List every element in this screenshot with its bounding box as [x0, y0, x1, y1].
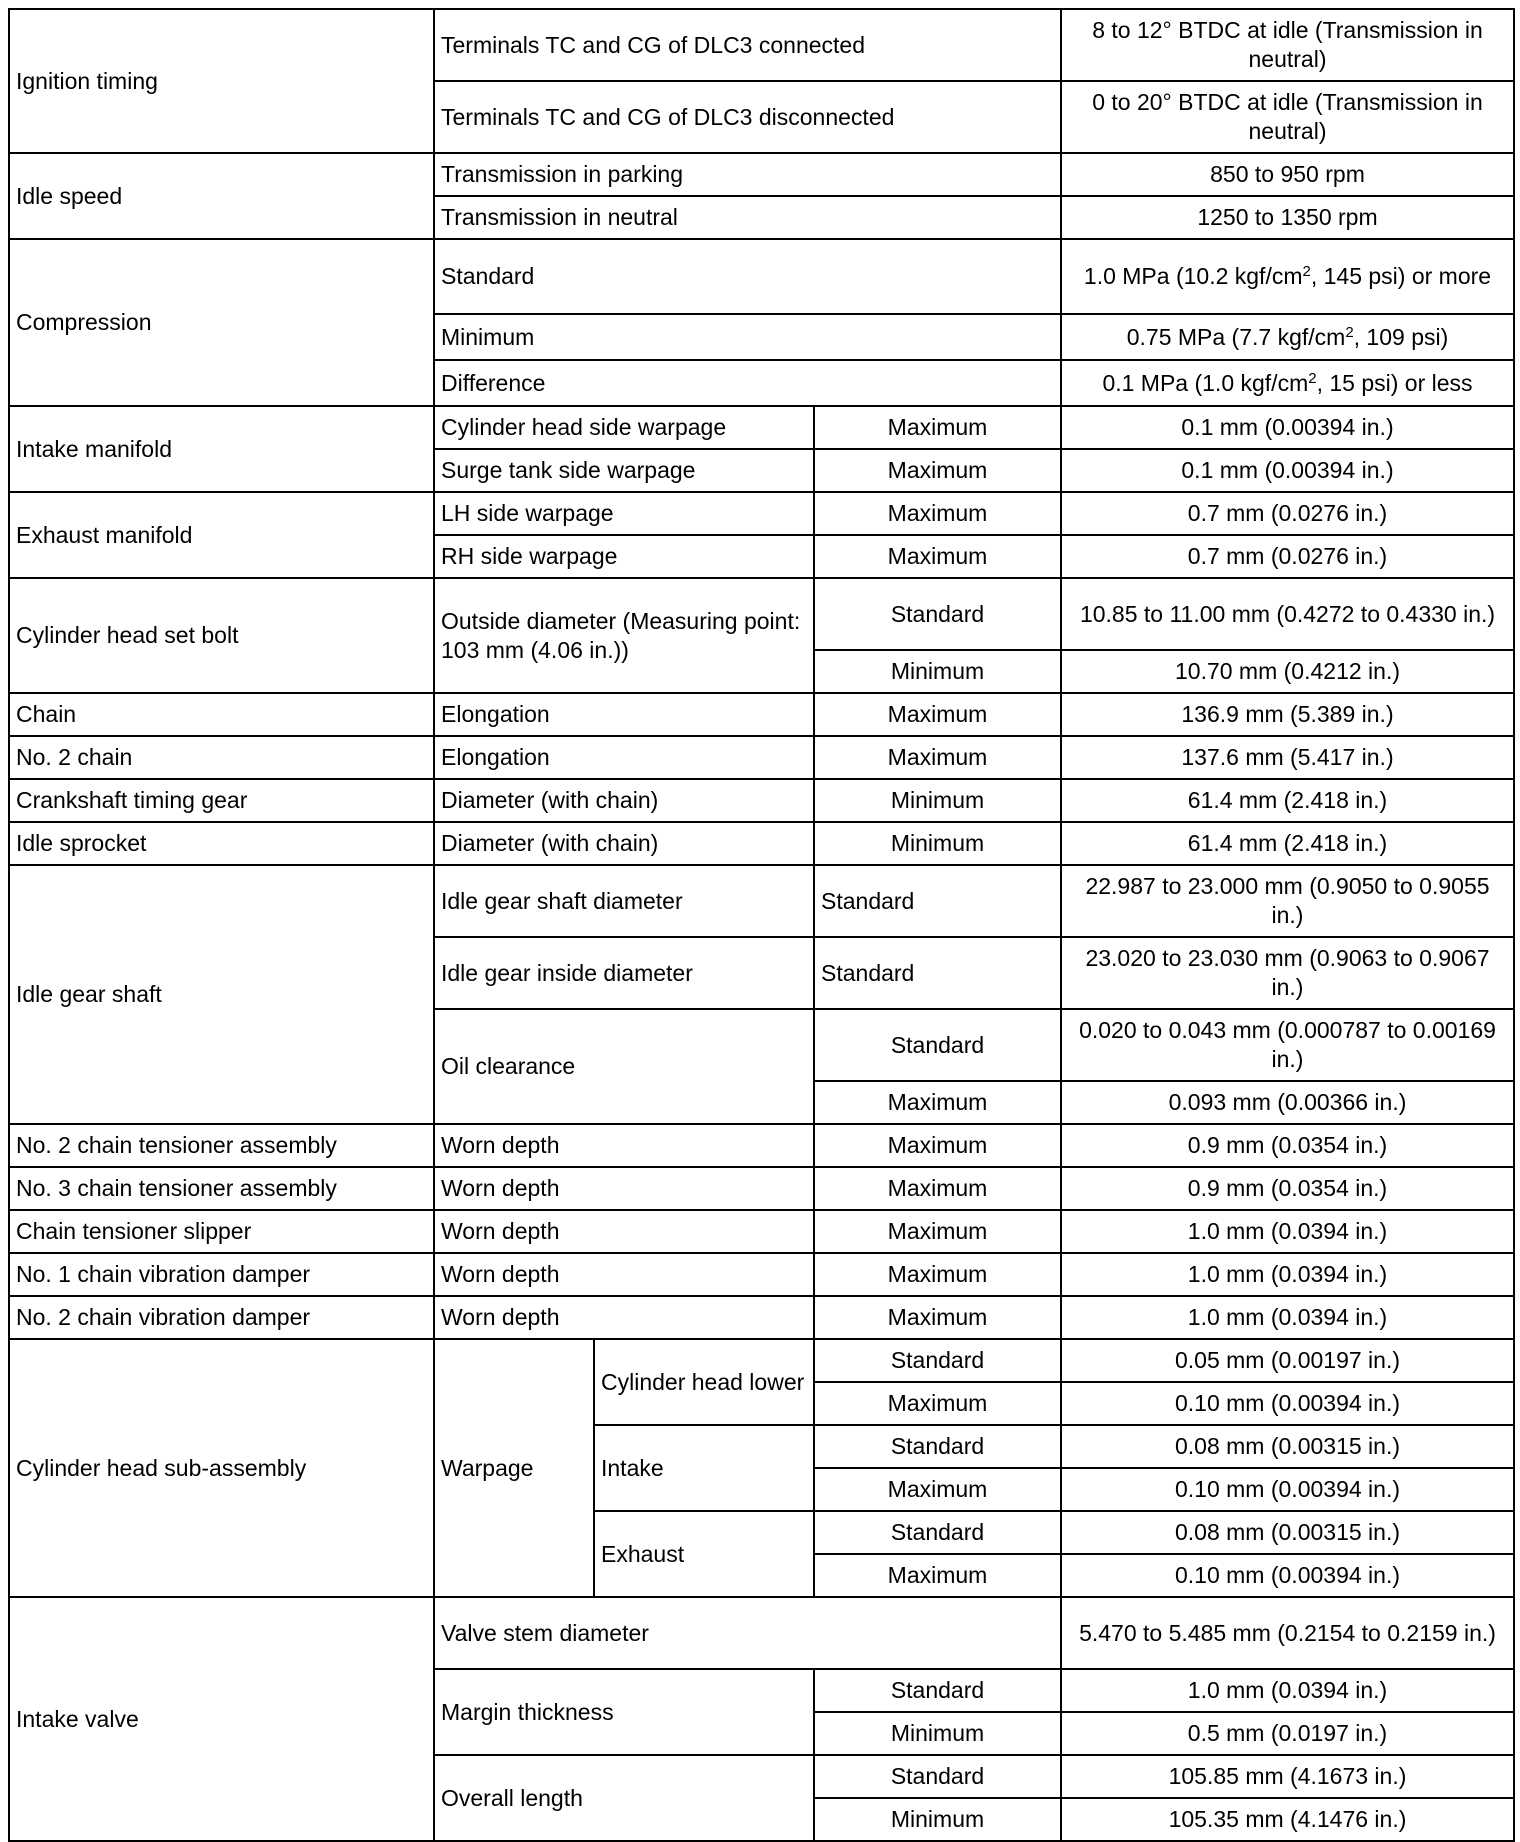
cell-text: Idle gear inside diameter — [441, 959, 693, 986]
table-cell — [1061, 650, 1514, 693]
cell-text: 0.7 mm (0.0276 in.) — [1187, 543, 1388, 570]
table-cell — [814, 1009, 1061, 1081]
cell-text: 0.5 mm (0.0197 in.) — [1187, 1720, 1388, 1747]
cell-text: Cylinder head side warpage — [441, 414, 727, 441]
table-cell — [1061, 239, 1514, 314]
cell-text: Outside diameter (Measuring point: 103 mm (4.06 in.)) — [441, 607, 801, 663]
table-cell — [9, 1296, 434, 1339]
table-cell — [9, 1253, 434, 1296]
cell-text: Standard — [890, 1433, 985, 1460]
cell-text: 5.470 to 5.485 mm (0.2154 to 0.2159 in.) — [1079, 1619, 1496, 1646]
table-cell — [434, 1253, 814, 1296]
cell-text: Elongation — [441, 701, 550, 728]
table-cell — [1061, 578, 1514, 650]
table-cell — [1061, 1081, 1514, 1124]
table-cell — [434, 1597, 1061, 1669]
cell-text: Elongation — [441, 744, 550, 771]
cell-text: Difference — [441, 369, 546, 396]
cell-text: 0.9 mm (0.0354 in.) — [1187, 1132, 1388, 1159]
table-cell — [814, 1468, 1061, 1511]
table-cell — [434, 1669, 814, 1755]
cell-text: Compression — [16, 309, 152, 336]
table-cell — [814, 1296, 1061, 1339]
table-cell — [434, 1124, 814, 1167]
table-cell — [1061, 1425, 1514, 1468]
table-row — [9, 1339, 1514, 1382]
table-row — [9, 492, 1514, 535]
cell-text: Standard — [890, 1031, 985, 1058]
cell-text: Maximum — [887, 1132, 988, 1159]
cell-text: 1.0 mm (0.0394 in.) — [1187, 1261, 1388, 1288]
cell-text: Cylinder head lower — [601, 1368, 805, 1395]
cell-text: Intake valve — [16, 1705, 139, 1732]
cell-text: Minimum — [890, 830, 985, 857]
table-cell — [1061, 1296, 1514, 1339]
cell-text: Surge tank side warpage — [441, 457, 696, 484]
cell-text: 1.0 MPa (10.2 kgf/cm — [1083, 263, 1303, 290]
cell-text: Margin thickness — [441, 1698, 614, 1725]
cell-text: Maximum — [887, 1218, 988, 1245]
table-cell — [9, 822, 434, 865]
cell-text: No. 2 chain vibration damper — [16, 1304, 311, 1331]
table-cell — [434, 736, 814, 779]
spec-table — [8, 8, 1515, 1842]
table-cell — [814, 1798, 1061, 1841]
cell-text: Minimum — [890, 787, 985, 814]
table-cell — [814, 1124, 1061, 1167]
cell-text-suffix: , 145 psi) or more — [1310, 263, 1492, 290]
cell-text: No. 2 chain tensioner assembly — [16, 1132, 337, 1159]
table-cell — [1061, 1755, 1514, 1798]
table-cell — [814, 535, 1061, 578]
table-cell — [434, 779, 814, 822]
cell-text: Worn depth — [441, 1218, 560, 1245]
cell-text: Standard — [890, 1347, 985, 1374]
cell-text: Exhaust manifold — [16, 521, 193, 548]
cell-text: Maximum — [887, 1390, 988, 1417]
table-cell — [1061, 1124, 1514, 1167]
cell-text: Terminals TC and CG of DLC3 connected — [441, 31, 865, 58]
cell-text: 0.10 mm (0.00394 in.) — [1174, 1476, 1400, 1503]
table-cell — [9, 239, 434, 406]
cell-text: 1.0 mm (0.0394 in.) — [1187, 1677, 1388, 1704]
cell-text: 0.75 MPa (7.7 kgf/cm — [1126, 323, 1346, 350]
table-cell — [1061, 153, 1514, 196]
table-row — [9, 239, 1514, 314]
cell-text: Valve stem diameter — [441, 1619, 649, 1646]
cell-text: Diameter (with chain) — [441, 787, 659, 814]
cell-text: 1.0 mm (0.0394 in.) — [1187, 1218, 1388, 1245]
table-cell — [1061, 1210, 1514, 1253]
table-cell — [9, 492, 434, 578]
cell-text: Maximum — [887, 1175, 988, 1202]
table-cell — [814, 865, 1061, 937]
table-cell — [9, 406, 434, 492]
table-cell — [1061, 1511, 1514, 1554]
table-row — [9, 822, 1514, 865]
cell-text: 0.1 MPa (1.0 kgf/cm — [1102, 369, 1309, 396]
table-row — [9, 1296, 1514, 1339]
cell-text: Oil clearance — [441, 1053, 576, 1080]
table-cell — [1061, 1339, 1514, 1382]
cell-text: 850 to 950 rpm — [1210, 161, 1365, 188]
table-row — [9, 9, 1514, 81]
table-cell — [434, 1210, 814, 1253]
cell-text: Standard — [890, 600, 985, 627]
table-cell — [814, 1554, 1061, 1597]
table-cell — [434, 937, 814, 1009]
cell-text: 137.6 mm (5.417 in.) — [1181, 744, 1394, 771]
table-cell — [814, 1081, 1061, 1124]
table-cell — [434, 196, 1061, 239]
table-cell — [1061, 937, 1514, 1009]
table-cell — [1061, 1798, 1514, 1841]
cell-text: Intake — [601, 1454, 664, 1481]
table-row — [9, 865, 1514, 937]
table-cell — [434, 1755, 814, 1841]
table-cell — [1061, 360, 1514, 406]
table-cell — [814, 449, 1061, 492]
cell-text: 61.4 mm (2.418 in.) — [1187, 787, 1388, 814]
cell-text: 0.05 mm (0.00197 in.) — [1174, 1347, 1400, 1374]
cell-text: Maximum — [887, 1562, 988, 1589]
table-cell — [434, 822, 814, 865]
cell-text: Worn depth — [441, 1175, 560, 1202]
table-cell — [9, 865, 434, 1124]
cell-text: Exhaust — [601, 1540, 685, 1567]
cell-text: Minimum — [890, 1806, 985, 1833]
table-cell — [814, 1669, 1061, 1712]
table-cell — [1061, 81, 1514, 153]
table-cell — [9, 9, 434, 153]
table-cell — [434, 449, 814, 492]
table-row — [9, 1210, 1514, 1253]
cell-text-suffix: , 15 psi) or less — [1316, 369, 1473, 396]
table-cell — [434, 1296, 814, 1339]
cell-text: Ignition timing — [16, 67, 158, 94]
cell-text: 61.4 mm (2.418 in.) — [1187, 830, 1388, 857]
cell-superscript: 2 — [1345, 323, 1354, 341]
cell-text: Cylinder head sub-assembly — [16, 1454, 307, 1481]
table-row — [9, 1167, 1514, 1210]
cell-text: No. 2 chain — [16, 744, 133, 771]
cell-text: 136.9 mm (5.389 in.) — [1181, 701, 1394, 728]
table-cell — [9, 153, 434, 239]
table-cell — [814, 822, 1061, 865]
table-cell — [9, 1124, 434, 1167]
cell-text: No. 1 chain vibration damper — [16, 1261, 311, 1288]
table-cell — [1061, 1597, 1514, 1669]
table-cell — [434, 153, 1061, 196]
cell-text: Overall length — [441, 1784, 583, 1811]
cell-text: Maximum — [887, 414, 988, 441]
cell-text: No. 3 chain tensioner assembly — [16, 1175, 337, 1202]
cell-text: Idle gear shaft diameter — [441, 887, 683, 914]
table-cell — [434, 406, 814, 449]
table-cell — [814, 1425, 1061, 1468]
table-cell — [434, 9, 1061, 81]
table-cell — [434, 865, 814, 937]
cell-text: Standard — [890, 1763, 985, 1790]
cell-text: 0.1 mm (0.00394 in.) — [1181, 457, 1394, 484]
table-row — [9, 1597, 1514, 1669]
table-cell — [814, 1210, 1061, 1253]
table-cell — [814, 1253, 1061, 1296]
table-cell — [1061, 779, 1514, 822]
cell-text: LH side warpage — [441, 500, 614, 527]
cell-text: Idle speed — [16, 182, 123, 209]
table-cell — [434, 81, 1061, 153]
cell-text: 0 to 20° BTDC at idle (Transmission in neutral) — [1092, 89, 1483, 144]
table-row — [9, 578, 1514, 650]
table-cell — [594, 1339, 814, 1425]
cell-text: Transmission in neutral — [441, 204, 678, 231]
table-cell — [1061, 196, 1514, 239]
table-cell — [814, 1755, 1061, 1798]
table-cell — [1061, 449, 1514, 492]
table-cell — [9, 1597, 434, 1841]
cell-text: 0.08 mm (0.00315 in.) — [1174, 1519, 1400, 1546]
cell-text: RH side warpage — [441, 543, 618, 570]
table-cell — [1061, 1669, 1514, 1712]
table-cell — [434, 239, 1061, 314]
cell-text: Maximum — [887, 543, 988, 570]
table-cell — [1061, 1009, 1514, 1081]
cell-text: 0.1 mm (0.00394 in.) — [1181, 414, 1394, 441]
table-cell — [1061, 406, 1514, 449]
table-cell — [814, 1712, 1061, 1755]
cell-text: Maximum — [887, 701, 988, 728]
cell-text: Maximum — [887, 1476, 988, 1503]
table-cell — [1061, 1554, 1514, 1597]
cell-text: Chain tensioner slipper — [16, 1218, 252, 1245]
cell-text: Maximum — [887, 744, 988, 771]
cell-text: 22.987 to 23.000 mm (0.9050 to 0.9055 in.) — [1085, 873, 1490, 928]
cell-text: Maximum — [887, 1304, 988, 1331]
table-cell — [814, 650, 1061, 693]
table-cell — [814, 578, 1061, 650]
table-cell — [1061, 1468, 1514, 1511]
cell-text: 8 to 12° BTDC at idle (Transmission in neutral) — [1092, 17, 1483, 72]
cell-text: Standard — [890, 1677, 985, 1704]
cell-text: 10.85 to 11.00 mm (0.4272 to 0.4330 in.) — [1079, 600, 1496, 627]
table-cell — [434, 1167, 814, 1210]
table-cell — [434, 314, 1061, 360]
cell-text: Standard — [890, 1519, 985, 1546]
cell-text: Maximum — [887, 457, 988, 484]
cell-superscript: 2 — [1308, 369, 1317, 387]
cell-text: Minimum — [890, 1720, 985, 1747]
table-cell — [814, 492, 1061, 535]
table-cell — [814, 937, 1061, 1009]
spec-table-body — [9, 9, 1514, 1841]
cell-text: Maximum — [887, 1261, 988, 1288]
table-cell — [1061, 535, 1514, 578]
table-cell — [594, 1425, 814, 1511]
cell-text: 0.9 mm (0.0354 in.) — [1187, 1175, 1388, 1202]
table-cell — [434, 360, 1061, 406]
table-cell — [9, 1210, 434, 1253]
table-cell — [434, 1339, 594, 1597]
cell-text: 105.85 mm (4.1673 in.) — [1168, 1763, 1407, 1790]
cell-text: 23.020 to 23.030 mm (0.9063 to 0.9067 in.) — [1085, 945, 1490, 1000]
table-cell — [814, 1511, 1061, 1554]
cell-text: Cylinder head set bolt — [16, 622, 239, 649]
table-row — [9, 406, 1514, 449]
cell-text: 105.35 mm (4.1476 in.) — [1168, 1806, 1407, 1833]
table-row — [9, 1124, 1514, 1167]
table-cell — [434, 693, 814, 736]
table-cell — [1061, 1167, 1514, 1210]
cell-text: 10.70 mm (0.4212 in.) — [1174, 658, 1400, 685]
table-cell — [814, 779, 1061, 822]
table-cell — [814, 1339, 1061, 1382]
table-cell — [814, 1382, 1061, 1425]
table-cell — [9, 693, 434, 736]
cell-text: Chain — [16, 701, 77, 728]
table-cell — [434, 578, 814, 693]
table-cell — [814, 1167, 1061, 1210]
table-cell — [594, 1511, 814, 1597]
table-cell — [1061, 1712, 1514, 1755]
cell-text: Idle gear shaft — [16, 981, 162, 1008]
table-cell — [1061, 492, 1514, 535]
table-row — [9, 736, 1514, 779]
cell-text-suffix: , 109 psi) — [1353, 323, 1449, 350]
cell-text: 0.10 mm (0.00394 in.) — [1174, 1562, 1400, 1589]
cell-text: Transmission in parking — [441, 161, 684, 188]
cell-text: 0.10 mm (0.00394 in.) — [1174, 1390, 1400, 1417]
cell-text: Minimum — [890, 658, 985, 685]
table-cell — [434, 535, 814, 578]
cell-text: 1.0 mm (0.0394 in.) — [1187, 1304, 1388, 1331]
table-row — [9, 1253, 1514, 1296]
cell-text: Worn depth — [441, 1261, 560, 1288]
cell-text: Diameter (with chain) — [441, 830, 659, 857]
cell-text: 0.093 mm (0.00366 in.) — [1168, 1089, 1407, 1116]
cell-text: Warpage — [441, 1454, 534, 1481]
cell-text: Standard — [821, 887, 915, 914]
table-cell — [434, 1009, 814, 1124]
table-cell — [434, 492, 814, 535]
table-cell — [1061, 314, 1514, 360]
table-row — [9, 779, 1514, 822]
cell-text: Standard — [441, 263, 535, 290]
cell-text: 0.7 mm (0.0276 in.) — [1187, 500, 1388, 527]
table-row — [9, 693, 1514, 736]
table-cell — [9, 1167, 434, 1210]
table-cell — [814, 406, 1061, 449]
cell-text: Maximum — [887, 1089, 988, 1116]
table-cell — [1061, 1253, 1514, 1296]
cell-superscript: 2 — [1302, 263, 1311, 281]
table-cell — [9, 1339, 434, 1597]
cell-text: 1250 to 1350 rpm — [1197, 204, 1378, 231]
cell-text: Worn depth — [441, 1132, 560, 1159]
table-cell — [1061, 865, 1514, 937]
cell-text: Idle sprocket — [16, 830, 147, 857]
table-cell — [9, 779, 434, 822]
table-cell — [1061, 822, 1514, 865]
table-cell — [1061, 9, 1514, 81]
table-cell — [814, 736, 1061, 779]
cell-text: Terminals TC and CG of DLC3 disconnected — [441, 103, 895, 130]
table-cell — [814, 693, 1061, 736]
cell-text: Maximum — [887, 500, 988, 527]
cell-text: Crankshaft timing gear — [16, 787, 248, 814]
table-cell — [9, 578, 434, 693]
table-row — [9, 153, 1514, 196]
table-cell — [1061, 693, 1514, 736]
cell-text: 0.020 to 0.043 mm (0.000787 to 0.00169 in.) — [1079, 1017, 1496, 1072]
cell-text: Standard — [821, 959, 915, 986]
cell-text: 0.08 mm (0.00315 in.) — [1174, 1433, 1400, 1460]
cell-text: Minimum — [441, 323, 535, 350]
table-cell — [1061, 736, 1514, 779]
cell-text: Intake manifold — [16, 435, 172, 462]
table-cell — [9, 736, 434, 779]
cell-text: Worn depth — [441, 1304, 560, 1331]
table-cell — [1061, 1382, 1514, 1425]
